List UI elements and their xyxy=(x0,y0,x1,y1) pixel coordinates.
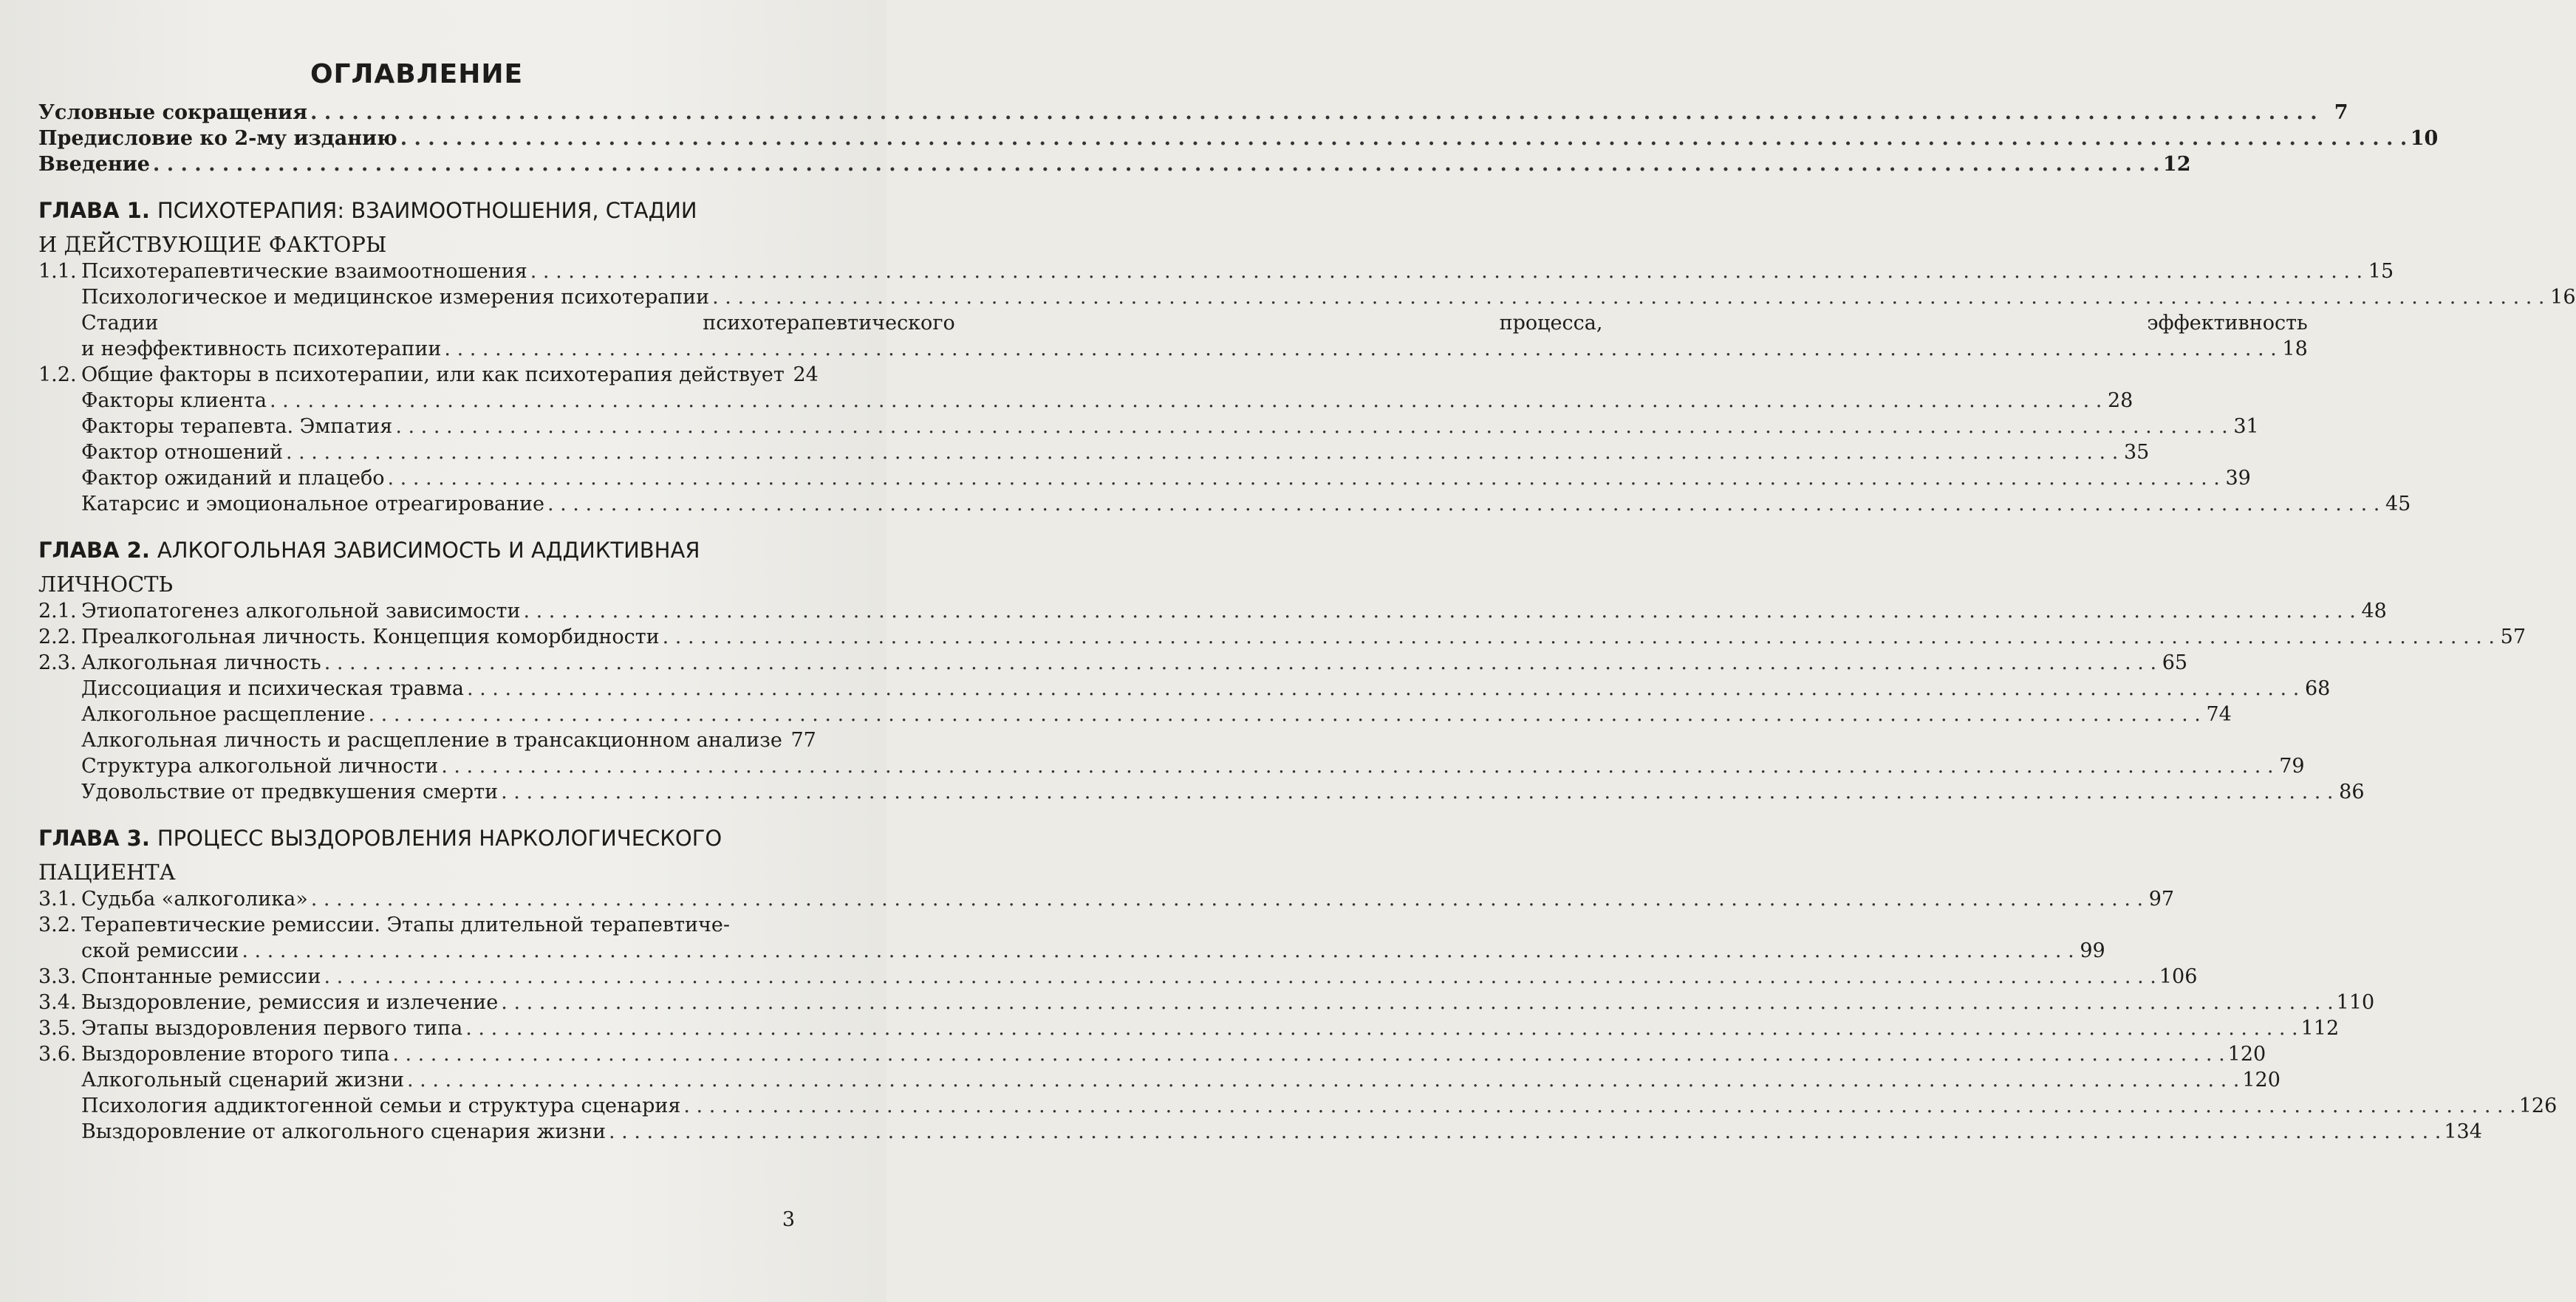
entry-label: Катарсис и эмоциональное отреагирование xyxy=(81,493,544,515)
entry-line1 xyxy=(81,912,2105,938)
entry-label: Фактор отношений xyxy=(81,441,283,464)
dot-leader xyxy=(311,886,2143,912)
entry-line2 xyxy=(81,938,2105,964)
dot-leader xyxy=(324,964,2156,990)
chapters xyxy=(38,196,2576,1145)
chapter-heading[interactable] xyxy=(38,824,795,852)
entry-label: Психология аддиктогенной семьи и структура сценария xyxy=(81,1094,681,1117)
toc-entry[interactable] xyxy=(38,1119,2482,1145)
entry-page: 45 xyxy=(2385,493,2411,515)
entry-page: 24 xyxy=(793,363,819,386)
dot-leader xyxy=(465,1015,2297,1041)
toc-entry[interactable] xyxy=(38,753,2305,779)
dot-leader xyxy=(310,100,2317,126)
toc-entry[interactable] xyxy=(38,702,2232,727)
dot-leader xyxy=(444,336,2276,362)
entry-number: 3.3. xyxy=(38,965,77,988)
entry-page: 134 xyxy=(2444,1120,2482,1143)
dot-leader xyxy=(392,1041,2224,1067)
dot-leader xyxy=(400,126,2408,151)
entry-page: 39 xyxy=(2225,467,2251,490)
entry-label: Удовольствие от предвкушения смерти xyxy=(81,781,499,804)
entry-label: Психологическое и медицинское измерения психотерапии xyxy=(81,286,710,309)
toc-entry[interactable] xyxy=(38,310,2308,362)
chapter-title-line1: ПСИХОТЕРАПИЯ: ВЗАИМООТНОШЕНИЯ, СТАДИИ xyxy=(157,198,697,223)
chapter-title-line1: ПРОЦЕСС ВЫЗДОРОВЛЕНИЯ НАРКОЛОГИЧЕСКОГО xyxy=(157,826,722,851)
chapter-label: ГЛАВА 3. xyxy=(38,826,150,851)
entry-label-word: эффективность xyxy=(2147,312,2308,335)
entry-page: 68 xyxy=(2304,677,2331,700)
toc-entry[interactable] xyxy=(38,388,2133,414)
chapter-title xyxy=(150,824,722,852)
entry-label: Структура алкогольной личности xyxy=(81,755,439,778)
entry-page: 120 xyxy=(2242,1069,2281,1092)
toc-entry[interactable] xyxy=(38,1015,2340,1041)
toc-title: ОГЛАВЛЕНИЕ xyxy=(310,59,524,89)
entry-label: Алкогольное расщепление xyxy=(81,703,366,726)
entry-number: 1.2. xyxy=(38,363,77,386)
entry-number: 3.1. xyxy=(38,888,77,911)
entry-page: 77 xyxy=(790,729,816,752)
toc-entry[interactable] xyxy=(38,284,2576,310)
entry-number: 3.2. xyxy=(38,914,77,936)
entry-number: 1.1. xyxy=(38,260,77,283)
entry-label-word: Стадии xyxy=(81,312,159,335)
toc-entry[interactable] xyxy=(38,598,2387,624)
entry-label: Алкогольная личность и расщепление в трансакционном анализе xyxy=(81,729,782,752)
entry-page: 31 xyxy=(2233,415,2259,438)
entry-line2 xyxy=(81,336,2308,362)
entry-label: Алкогольная личность xyxy=(81,651,321,674)
entry-label: Предисловие ко 2-му изданию xyxy=(38,127,397,150)
toc-entry[interactable] xyxy=(38,964,2198,990)
dot-leader xyxy=(242,938,2074,964)
toc-entry[interactable] xyxy=(38,912,2105,964)
dot-leader xyxy=(270,388,2102,414)
entry-label: Выздоровление, ремиссия и излечение xyxy=(81,991,499,1014)
toc-entry[interactable] xyxy=(38,491,2411,517)
entry-label: Факторы терапевта. Эмпатия xyxy=(81,415,393,438)
chapter-label: ГЛАВА 2. xyxy=(38,538,150,563)
entry-page: 10 xyxy=(2410,127,2439,150)
dot-leader xyxy=(153,151,2160,177)
toc-entry[interactable] xyxy=(38,727,816,753)
entry-number: 3.5. xyxy=(38,1017,77,1040)
entry-body xyxy=(81,310,2308,362)
entry-page: 74 xyxy=(2206,703,2232,726)
toc-entry[interactable] xyxy=(38,1041,2266,1067)
entry-page: 110 xyxy=(2336,991,2375,1014)
entry-label: Выздоровление от алкогольного сценария жизни xyxy=(81,1120,607,1143)
entry-number: 3.6. xyxy=(38,1043,77,1066)
toc-entry[interactable] xyxy=(38,258,2394,284)
chapter-title-line2: И ДЕЙСТВУЮЩИЕ ФАКТОРЫ xyxy=(38,232,387,257)
front-matter xyxy=(38,100,2439,177)
entry-label: Алкогольный сценарий жизни xyxy=(81,1069,405,1092)
entry-number: 2.2. xyxy=(38,626,77,648)
toc-entry[interactable] xyxy=(38,886,2175,912)
entry-page: 65 xyxy=(2162,651,2188,674)
entry-number: 3.4. xyxy=(38,991,77,1014)
dot-leader xyxy=(683,1093,2515,1119)
entry-label: Этапы выздоровления первого типа xyxy=(81,1017,463,1040)
dot-leader xyxy=(530,258,2363,284)
entry-page: 15 xyxy=(2368,260,2394,283)
entry-label: Введение xyxy=(38,153,150,176)
entry-page: 12 xyxy=(2162,153,2191,176)
entry-page: 57 xyxy=(2500,626,2526,648)
entry-label: Этиопатогенез алкогольной зависимости xyxy=(81,600,521,623)
dot-leader xyxy=(407,1067,2239,1093)
dot-leader xyxy=(501,779,2333,805)
entry-number: 2.1. xyxy=(38,600,77,623)
page-number: 3 xyxy=(782,1208,795,1231)
entry-body xyxy=(81,912,2105,964)
chapter-heading[interactable] xyxy=(38,536,795,564)
entry-label: Фактор ожиданий и плацебо xyxy=(81,467,385,490)
chapter-title-line2: ЛИЧНОСТЬ xyxy=(38,572,174,597)
entry-line1 xyxy=(81,310,2308,336)
chapter-title-line1: АЛКОГОЛЬНАЯ ЗАВИСИМОСТЬ И АДДИКТИВНАЯ xyxy=(157,538,700,563)
entry-label: Психотерапевтические взаимоотношения xyxy=(81,260,527,283)
entry-label-word: процесса, xyxy=(1499,312,1603,335)
dot-leader xyxy=(501,990,2333,1015)
dot-leader xyxy=(286,439,2118,465)
toc-entry[interactable] xyxy=(38,439,2150,465)
entry-label: Общие факторы в психотерапии, или как психотерапия действует xyxy=(81,363,785,386)
chapter-title xyxy=(150,536,700,564)
toc-entry[interactable] xyxy=(38,414,2259,439)
entry-label: Диссоциация и психическая травма xyxy=(81,677,464,700)
dot-leader xyxy=(523,598,2355,624)
dot-leader xyxy=(547,491,2379,517)
toc-entry[interactable] xyxy=(38,362,819,388)
dot-leader xyxy=(368,702,2200,727)
entry-page: 16 xyxy=(2550,286,2576,309)
toc-entry[interactable] xyxy=(38,126,2439,151)
entry-label: Выздоровление второго типа xyxy=(81,1043,390,1066)
entry-page: 18 xyxy=(2282,338,2308,360)
toc-entry[interactable] xyxy=(38,1067,2281,1093)
chapter-heading[interactable] xyxy=(38,196,795,225)
entry-page: 112 xyxy=(2300,1017,2340,1040)
entry-page: 97 xyxy=(2148,888,2175,911)
toc-entry[interactable] xyxy=(38,1093,2558,1119)
entry-page: 99 xyxy=(2080,939,2105,962)
dot-leader xyxy=(388,465,2220,491)
entry-label-line1: Терапевтические ремиссии. Этапы длительной терапевтиче- xyxy=(81,914,731,936)
entry-page: 48 xyxy=(2361,600,2387,623)
entry-page: 106 xyxy=(2159,965,2198,988)
indent xyxy=(38,310,81,362)
entry-page: 7 xyxy=(2334,101,2348,124)
entry-label: ской ремиссии xyxy=(81,939,239,962)
chapter-title xyxy=(150,196,697,225)
toc-entry[interactable] xyxy=(38,779,2365,805)
chapter-label: ГЛАВА 1. xyxy=(38,198,150,223)
toc-entry[interactable] xyxy=(38,676,2331,702)
dot-leader xyxy=(609,1119,2441,1145)
toc-entry[interactable] xyxy=(38,465,2251,491)
entry-page: 79 xyxy=(2279,755,2305,778)
entry-page: 86 xyxy=(2339,781,2365,804)
table-of-contents xyxy=(38,59,2576,1145)
entry-page: 35 xyxy=(2123,441,2150,464)
dot-leader xyxy=(441,753,2273,779)
entry-label: Условные сокращения xyxy=(38,101,308,124)
entry-label: Спонтанные ремиссии xyxy=(81,965,321,988)
entry-label: Преалкогольная личность. Концепция коморбидности xyxy=(81,626,660,648)
entry-label-word: психотерапевтического xyxy=(703,312,955,335)
entry-page: 126 xyxy=(2518,1094,2558,1117)
toc-entry[interactable] xyxy=(38,650,2188,676)
toc-entry[interactable] xyxy=(38,990,2375,1015)
entry-label: Факторы клиента xyxy=(81,389,267,412)
chapter-title-line2: ПАЦИЕНТА xyxy=(38,860,176,885)
entry-number: 2.3. xyxy=(38,651,77,674)
toc-entry[interactable] xyxy=(38,100,2348,126)
dot-leader xyxy=(663,624,2495,650)
dot-leader xyxy=(467,676,2299,702)
toc-entry[interactable] xyxy=(38,151,2191,177)
entry-label: Судьба «алкоголика» xyxy=(81,888,308,911)
entry-page: 28 xyxy=(2107,389,2133,412)
entry-page: 120 xyxy=(2227,1043,2266,1066)
dot-leader xyxy=(712,284,2544,310)
toc-entry[interactable] xyxy=(38,624,2526,650)
dot-leader xyxy=(324,650,2156,676)
entry-label: и неэффективность психотерапии xyxy=(81,338,442,360)
dot-leader xyxy=(395,414,2227,439)
